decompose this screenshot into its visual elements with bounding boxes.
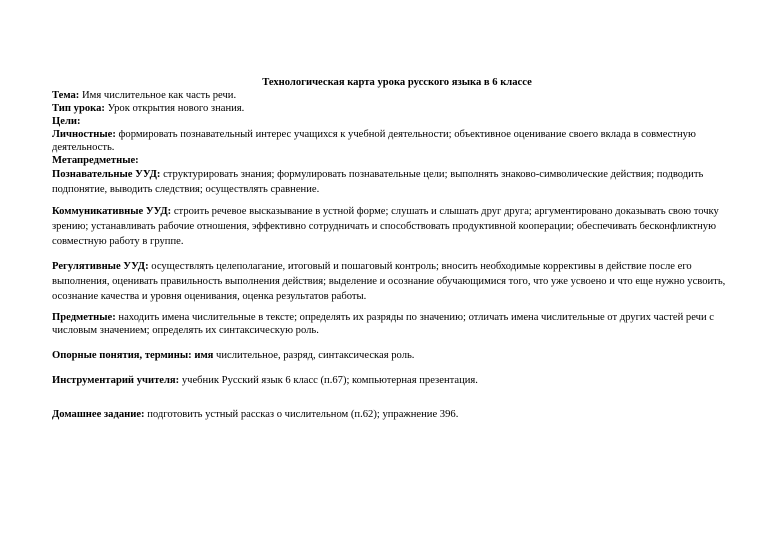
goals-heading: Цели: — [52, 116, 81, 127]
terms-text: числительное, разряд, синтаксическая роль. — [213, 350, 415, 361]
cognitive-paragraph — [52, 167, 742, 197]
subject-text: находить имена числительные в тексте; определять их разряды по значению; отличать имена числительные от других частей речи с числовым значением; определять их синтаксическую роль. — [52, 312, 714, 336]
lesson-type-text: Урок открытия нового знания. — [104, 103, 245, 114]
communicative-paragraph — [52, 204, 742, 249]
topic-line — [52, 89, 742, 102]
personal-paragraph — [52, 128, 742, 154]
document-page — [52, 76, 742, 421]
terms-paragraph — [52, 349, 742, 362]
topic-text: Имя числительное как часть речи. — [79, 90, 237, 101]
tools-paragraph — [52, 374, 742, 387]
cognitive-label: Познавательные УУД: — [52, 169, 161, 180]
communicative-text: строить речевое высказывание в устной форме; слушать и слышать друг друга; аргументировано доказывать свою точку зрению; устанавливать рабочие отношения, эффективно сотрудничать и способствовать продуктивной кооперации; обеспечивать бесконфликтную совместную работу в группе. — [52, 206, 719, 247]
personal-text: формировать познавательный интерес учащихся к учебной деятельности; объективное оценивание своего вклада в совместную деятельность. — [52, 129, 696, 153]
regulative-text: осуществлять целеполагание, итоговый и пошаговый контроль; вносить необходимые коррективы в действие после его выполнения, оценивать правильность выполнения действия; выделение и осознание обучающимися того, что уже усвоено и что еще нужно усвоить, осознание качества и уровня оценивания, оценка результатов работы. — [52, 261, 726, 302]
homework-text: подготовить устный рассказ о числительном (п.62); упражнение 396. — [144, 409, 459, 420]
subject-label: Предметные: — [52, 312, 116, 323]
regulative-label: Регулятивные УУД: — [52, 261, 149, 272]
meta-heading: Метапредметные: — [52, 155, 139, 166]
tools-text: учебник Русский язык 6 класс (п.67); компьютерная презентация. — [179, 375, 478, 386]
homework-paragraph — [52, 408, 742, 421]
tools-label: Инструментарий учителя: — [52, 375, 180, 386]
communicative-label: Коммуникативные УУД: — [52, 206, 172, 217]
homework-label: Домашнее задание: — [52, 409, 145, 420]
lesson-type-line — [52, 102, 742, 115]
subject-paragraph — [52, 311, 742, 337]
cognitive-text: структурировать знания; формулировать познавательные цели; выполнять знаково-символические действия; подводить подпонятие, выводить следствия; осуществлять сравнение. — [52, 169, 704, 195]
personal-label: Личностные: — [52, 129, 116, 140]
terms-label: Опорные понятия, термины: имя — [52, 350, 214, 361]
lesson-type-label: Тип урока: — [52, 103, 105, 114]
regulative-paragraph — [52, 259, 742, 304]
document-title: Технологическая карта урока русского языка в 6 классе — [262, 77, 532, 88]
topic-label: Тема: — [52, 90, 80, 101]
